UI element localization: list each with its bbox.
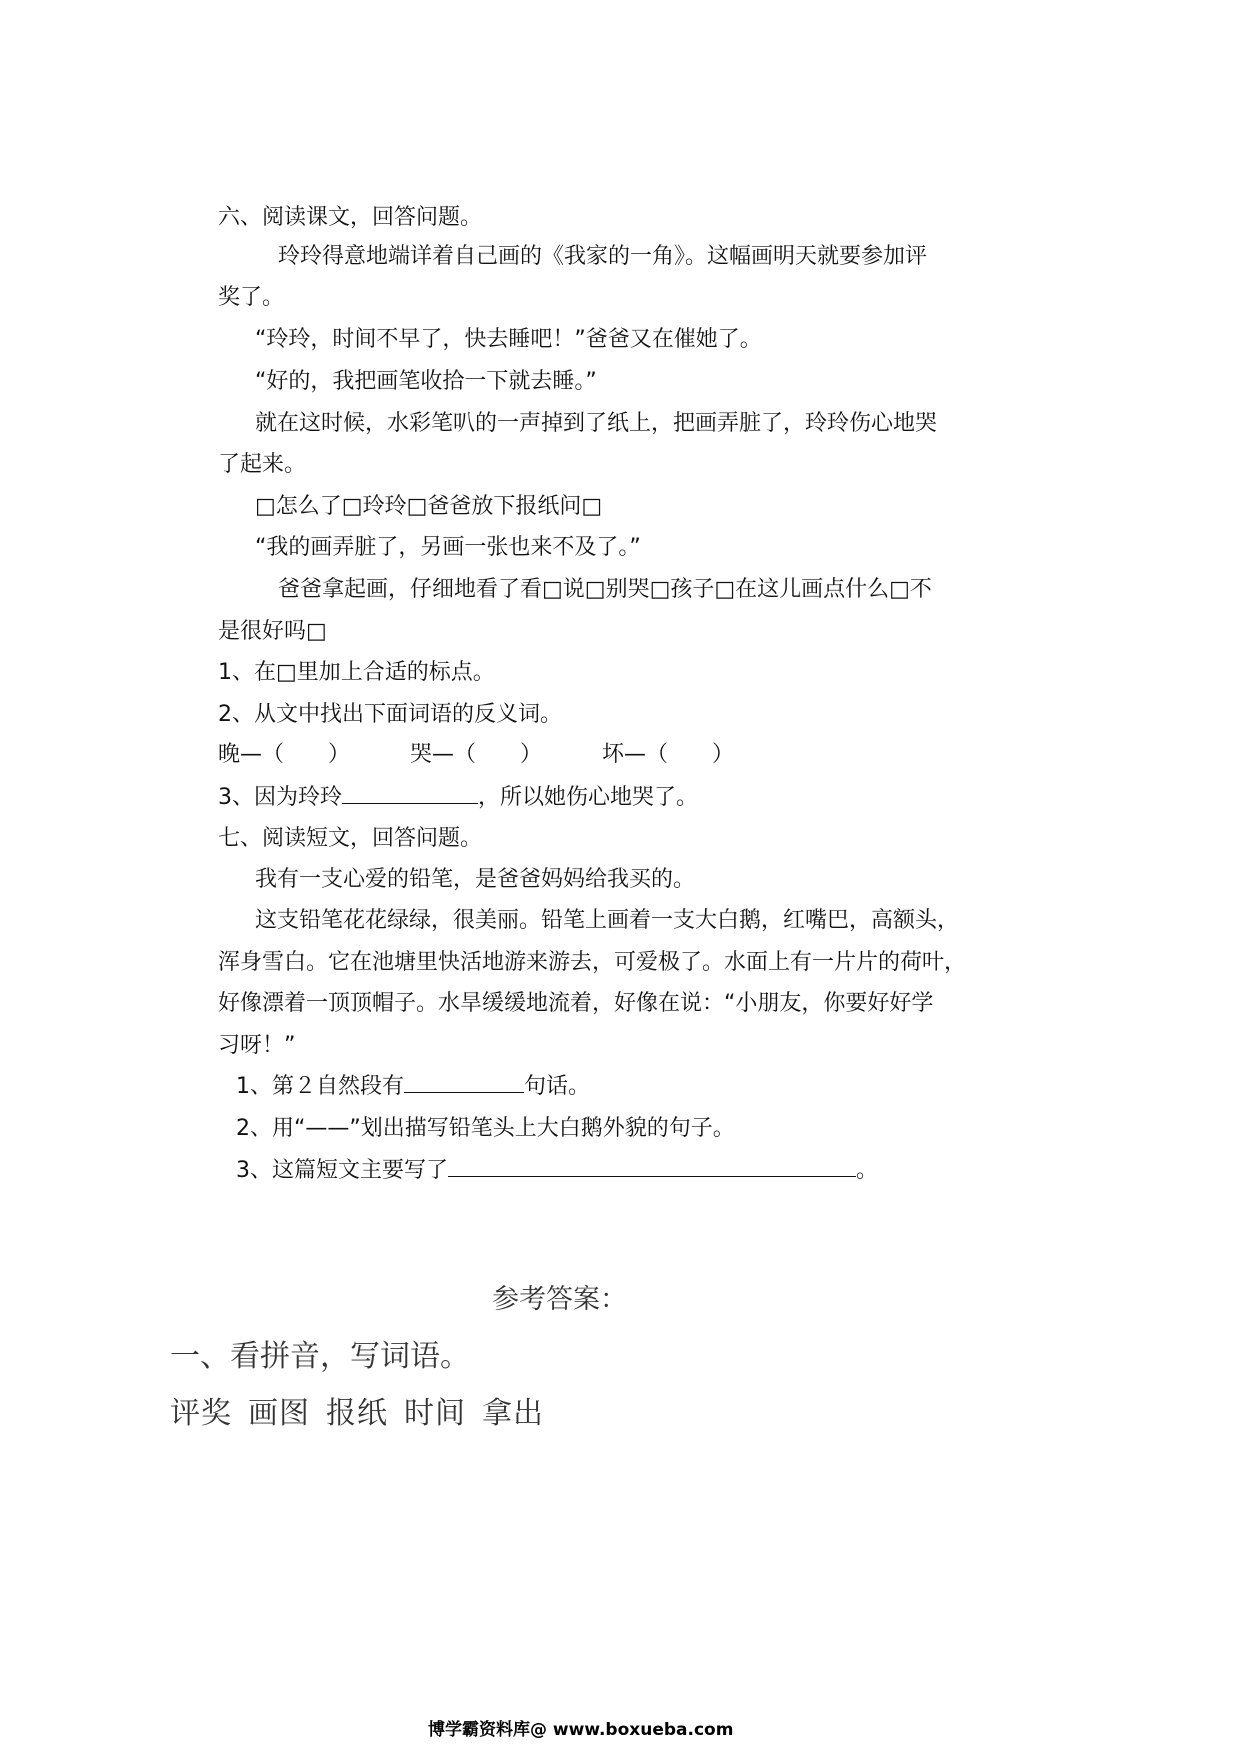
question-prefix: 3、这篇短文主要写了 <box>236 1158 448 1183</box>
passage-line: 好像漂着一顶顶帽子。水旱缓缓地流着，好像在说：“小朋友，你要好好学 <box>218 991 934 1016</box>
answer-word: 时间 <box>404 1396 466 1431</box>
passage-line: “好的，我把画笔收拾一下就去睡。” <box>255 369 597 394</box>
answer-blank[interactable] <box>448 1156 856 1177</box>
passage-line: 爸爸拿起画，仔细地看了看□说□别哭□孩子□在这儿画点什么□不 <box>278 577 932 602</box>
footer-watermark: 博学霸资料库@ www.boxueba.com <box>428 1720 734 1740</box>
answer-word: 拿出 <box>482 1396 544 1431</box>
antonym-row <box>218 740 734 770</box>
answer-word: 报纸 <box>326 1396 388 1431</box>
question-7-1 <box>236 1072 590 1102</box>
answers-title: 参考答案： <box>492 1284 627 1315</box>
section-6-heading: 六、阅读课文，回答问题。 <box>218 205 483 230</box>
answer-word: 画图 <box>248 1396 310 1431</box>
answers-part-1-heading: 一、看拼音，写词语。 <box>170 1339 470 1374</box>
passage-line: □怎么了□玲玲□爸爸放下报纸问□ <box>255 494 603 519</box>
antonym-item: 坏—（ ） <box>602 742 735 767</box>
question-3-prefix: 3、因为玲玲 <box>218 785 342 810</box>
passage-line: 玲玲得意地端详着自己画的《我家的一角》。这幅画明天就要参加评 <box>278 244 928 269</box>
question-prefix: 1、第２自然段有 <box>236 1074 404 1099</box>
passage-line: 习呀！” <box>218 1033 296 1058</box>
antonym-item: 晚—（ ） <box>218 742 351 767</box>
question-3-suffix: ，所以她伤心地哭了。 <box>478 785 699 810</box>
passage-line: 浑身雪白。它在池塘里快活地游来游去，可爱极了。水面上有一片片的荷叶， <box>218 950 967 975</box>
question-7-2: 2、用“——”划出描写铅笔头上大白鹅外貌的句子。 <box>236 1116 735 1141</box>
passage-line: 我有一支心爱的铅笔，是爸爸妈妈给我买的。 <box>255 867 696 892</box>
question-2: 2、从文中找出下面词语的反义词。 <box>218 702 562 727</box>
answers-word-list <box>170 1396 544 1432</box>
passage-line: 了起来。 <box>218 452 307 477</box>
question-suffix: 。 <box>856 1158 879 1183</box>
question-suffix: 句话。 <box>524 1074 591 1099</box>
passage-line: 这支铅笔花花绿绿，很美丽。铅笔上画着一支大白鹅，红嘴巴，高额头， <box>255 908 960 933</box>
question-7-3 <box>236 1156 878 1186</box>
question-3 <box>218 783 698 813</box>
passage-line: 是很好吗□ <box>218 619 327 644</box>
antonym-item: 哭—（ ） <box>410 742 543 767</box>
passage-line: 奖了。 <box>218 285 285 310</box>
question-1: 1、在□里加上合适的标点。 <box>218 660 495 685</box>
passage-line: “玲玲，时间不早了，快去睡吧！”爸爸又在催她了。 <box>255 327 762 352</box>
answer-blank[interactable] <box>342 783 478 804</box>
answer-word: 评奖 <box>170 1396 232 1431</box>
section-7-heading: 七、阅读短文，回答问题。 <box>218 826 483 851</box>
passage-line: 就在这时候，水彩笔叭的一声掉到了纸上，把画弄脏了，玲玲伤心地哭 <box>255 411 938 436</box>
answer-blank[interactable] <box>404 1072 524 1093</box>
passage-line: “我的画弄脏了，另画一张也来不及了。” <box>255 535 641 560</box>
